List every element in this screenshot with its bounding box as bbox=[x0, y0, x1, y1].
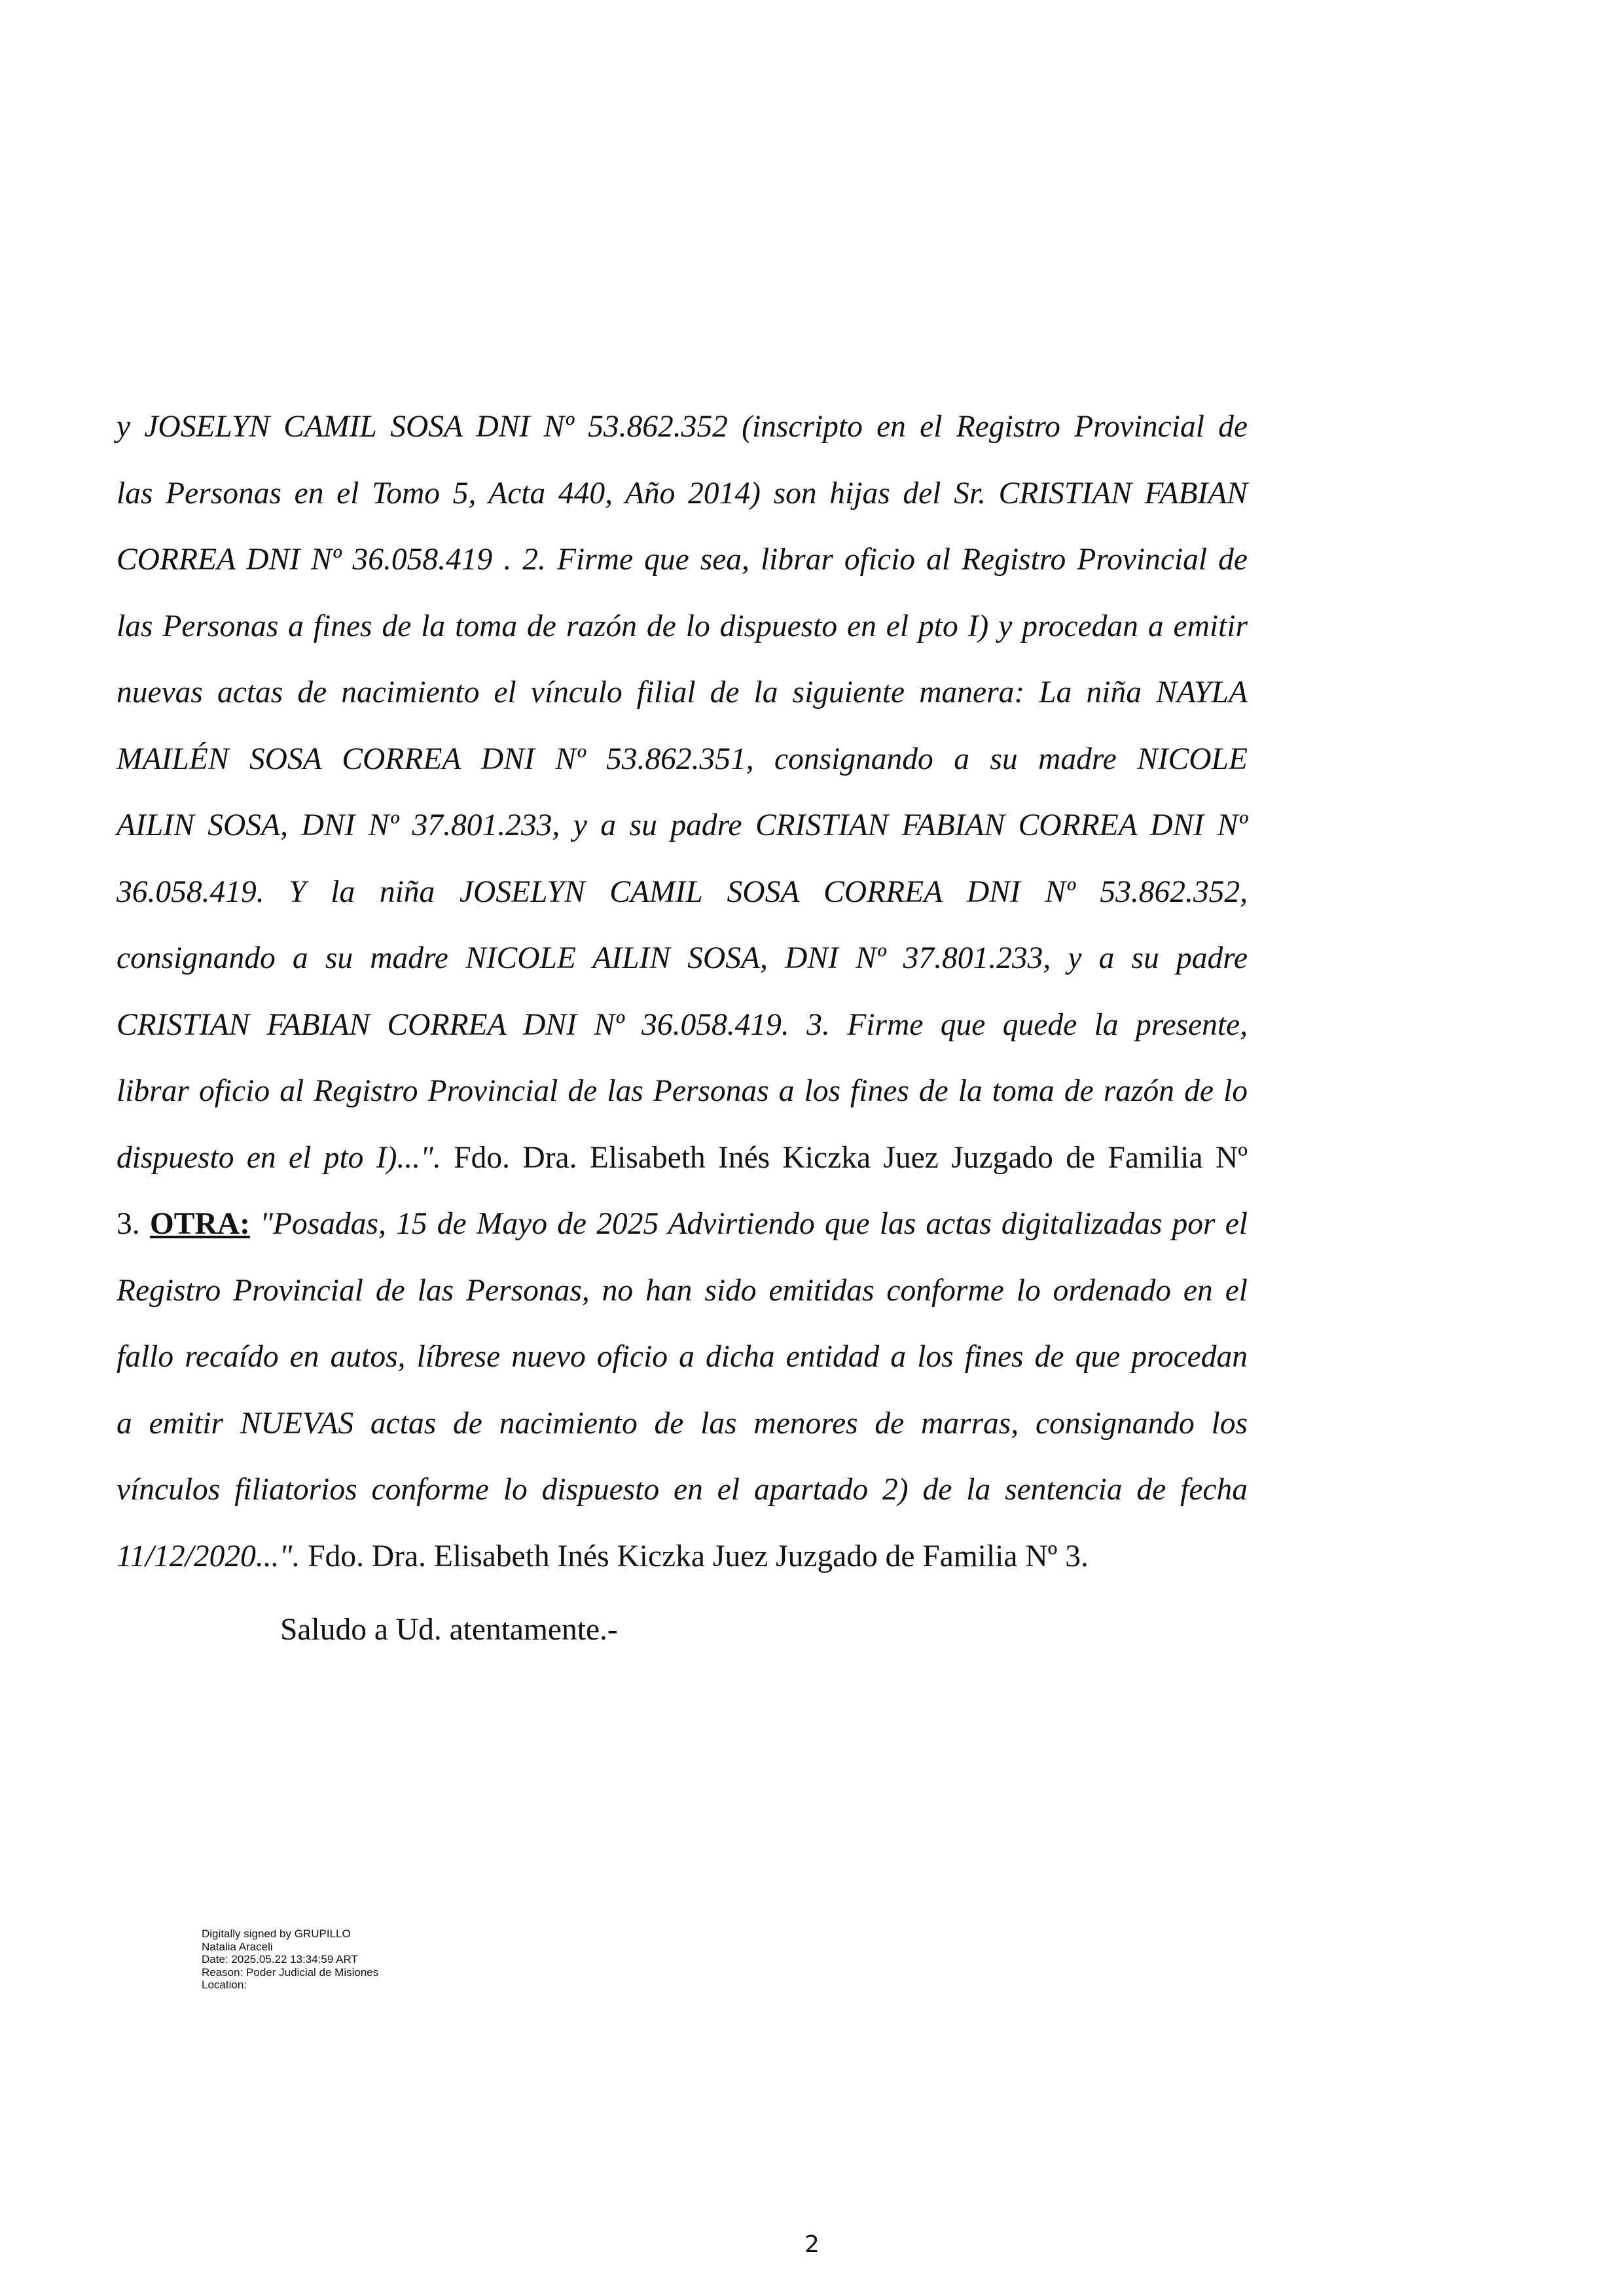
body-text-run: librar oficio al Registro Provincial de las Personas a los fines de la toma de razón de lo bbox=[117, 1074, 1248, 1108]
digital-signature-block bbox=[202, 1928, 378, 1992]
body-line bbox=[117, 1524, 1248, 1590]
body-line bbox=[117, 925, 1248, 992]
body-text bbox=[117, 394, 1248, 1590]
body-text-run: consignando a su madre NICOLE AILIN SOSA, DNI Nº 37.801.233, y a su padre bbox=[117, 941, 1248, 975]
body-line bbox=[117, 1391, 1248, 1458]
body-text-run: Fdo. Dra. Elisabeth Inés Kiczka Juez Juzgado de Familia Nº 3. bbox=[300, 1539, 1089, 1573]
body-line bbox=[117, 1125, 1248, 1192]
body-line bbox=[117, 1191, 1248, 1258]
body-text-run: las Personas a fines de la toma de razón de lo dispuesto en el pto I) y procedan a emitir bbox=[117, 609, 1248, 643]
body-text-run: "Posadas, 15 de Mayo de 2025 Advirtiendo que las actas digitalizadas por el bbox=[249, 1207, 1248, 1241]
body-line bbox=[117, 527, 1248, 594]
body-line bbox=[117, 1457, 1248, 1524]
signature-line: Digitally signed by GRUPILLO bbox=[202, 1928, 351, 1940]
body-text-run: Registro Provincial de las Personas, no han sido emitidas conforme lo ordenado en el bbox=[117, 1273, 1248, 1308]
body-line bbox=[117, 1058, 1248, 1125]
signature-line: Natalia Araceli bbox=[202, 1940, 273, 1953]
signature-line: Location: bbox=[202, 1979, 247, 1991]
body-line bbox=[117, 1324, 1248, 1391]
body-text-run: vínculos filiatorios conforme lo dispuesto en el apartado 2) de la sentencia de fecha bbox=[117, 1473, 1248, 1507]
body-line bbox=[117, 594, 1248, 660]
body-text-run: dispuesto en el pto I)...". bbox=[117, 1140, 441, 1175]
body-line bbox=[117, 394, 1248, 461]
body-text-run: y JOSELYN CAMIL SOSA DNI Nº 53.862.352 (inscripto en el Registro Provincial de bbox=[117, 410, 1248, 444]
signature-line: Date: 2025.05.22 13:34:59 ART bbox=[202, 1953, 358, 1965]
body-text-run: 3. bbox=[117, 1207, 150, 1241]
body-text-run: Fdo. Dra. Elisabeth Inés Kiczka Juez Juzgado de Familia Nº bbox=[441, 1140, 1248, 1175]
body-text-run: AILIN SOSA, DNI Nº 37.801.233, y a su padre CRISTIAN FABIAN CORREA DNI Nº bbox=[117, 808, 1248, 842]
body-line bbox=[117, 793, 1248, 859]
body-text-run: fallo recaído en autos, líbrese nuevo oficio a dicha entidad a los fines de que procedan bbox=[117, 1340, 1248, 1374]
body-text-run: 11/12/2020...". bbox=[117, 1539, 300, 1573]
body-line bbox=[117, 660, 1248, 726]
body-text-run: CORREA DNI Nº 36.058.419 . 2. Firme que sea, librar oficio al Registro Provincial de bbox=[117, 543, 1248, 577]
page-number: 2 bbox=[804, 2231, 820, 2258]
otra-heading: OTRA: bbox=[149, 1207, 250, 1241]
body-text-run: nuevas actas de nacimiento el vínculo filial de la siguiente manera: La niña NAYLA bbox=[117, 675, 1248, 709]
body-text-run: CRISTIAN FABIAN CORREA DNI Nº 36.058.419. 3. Firme que quede la presente, bbox=[117, 1007, 1248, 1042]
body-line bbox=[117, 1258, 1248, 1325]
signature-line: Reason: Poder Judicial de Misiones bbox=[202, 1965, 379, 1979]
body-line bbox=[117, 992, 1248, 1059]
body-text-run: a emitir NUEVAS actas de nacimiento de las menores de marras, consignando los bbox=[117, 1406, 1248, 1441]
body-line bbox=[117, 726, 1248, 793]
body-line bbox=[117, 859, 1248, 926]
body-text-run: las Personas en el Tomo 5, Acta 440, Año 2014) son hijas del Sr. CRISTIAN FABIAN bbox=[117, 476, 1248, 511]
closing-salutation: Saludo a Ud. atentamente.- bbox=[280, 1613, 618, 1647]
body-text-run: MAILÉN SOSA CORREA DNI Nº 53.862.351, consignando a su madre NICOLE bbox=[117, 742, 1248, 776]
body-text-run: 36.058.419. Y la niña JOSELYN CAMIL SOSA CORREA DNI Nº 53.862.352, bbox=[117, 874, 1248, 909]
body-line bbox=[117, 461, 1248, 528]
